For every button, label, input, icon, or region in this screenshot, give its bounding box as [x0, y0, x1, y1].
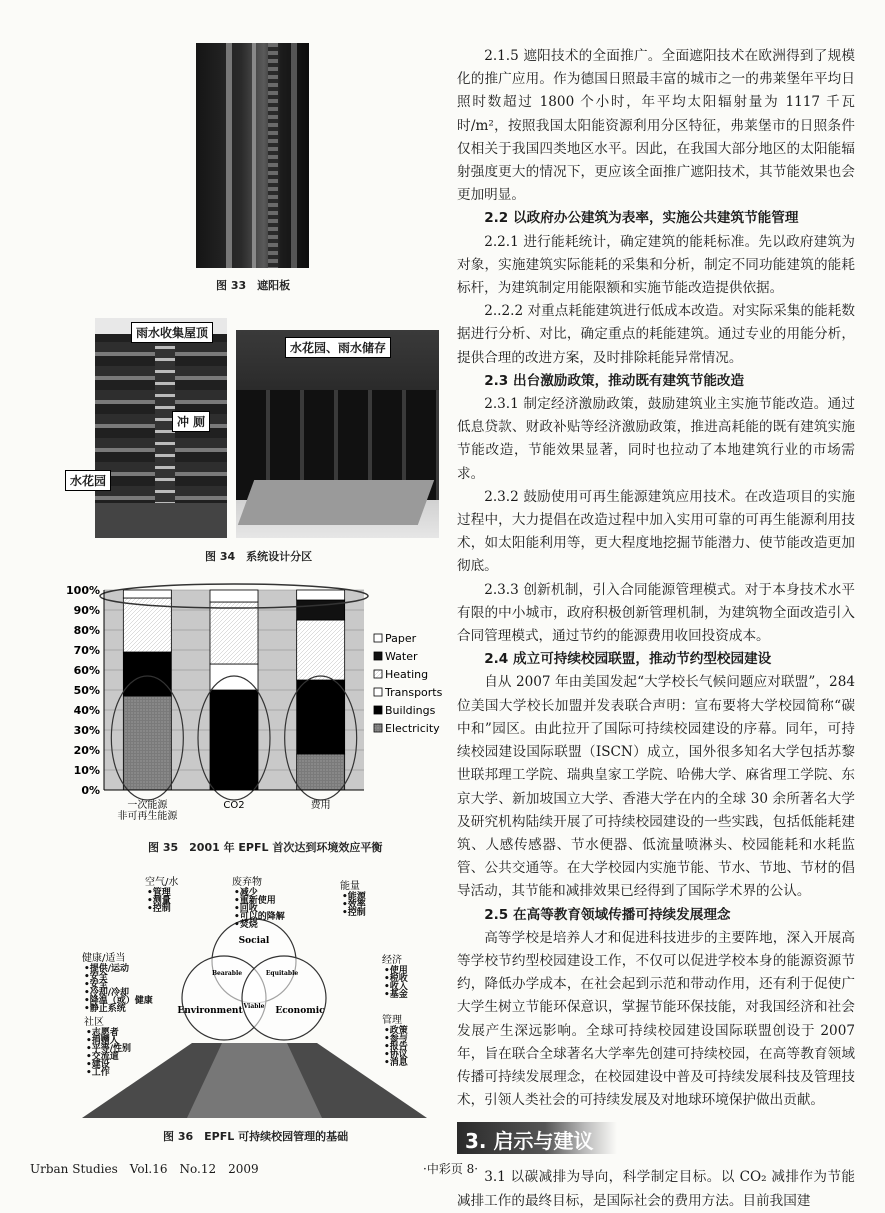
diagram-group-item: •控制 [342, 908, 366, 918]
diagram-group-item: •冷却/冷却 [84, 988, 130, 998]
diagram-group-item: •工作 [86, 1068, 110, 1078]
footer-journal: Urban Studies Vol.16 No.12 2009 [30, 1162, 259, 1176]
legend-label: Transports [385, 686, 443, 699]
figure-36-diagram [82, 873, 427, 1118]
diagram-group-title: 能量 [340, 881, 360, 892]
legend-swatch-paper [374, 634, 382, 642]
diagram-group-item: •报告 [384, 1042, 408, 1052]
heading-2-5: 2.5 在高等教育领域传播可持续发展理念 [484, 906, 731, 923]
diagram-group-item: •焚烧 [234, 920, 258, 930]
figure-33-caption: 图 33 遮阳板 [216, 279, 291, 292]
y-tick-label: 50% [73, 684, 100, 697]
diagram-group-title: 经济 [382, 955, 402, 966]
diagram-group-item: •提供/运动 [84, 964, 130, 974]
heading-2-3: 2.3 出台激励政策，推动既有建筑节能改造 [484, 372, 745, 389]
legend-swatch-transports [374, 688, 382, 696]
figure-35-chart [62, 580, 447, 830]
diagram-group-item: •基金 [384, 990, 408, 1000]
diagram-group-item: •参与 [384, 1034, 408, 1044]
diagram-group-item: •控制 [147, 904, 171, 914]
paragraph-2-1-5: 2.1.5 遮阳技术的全面推广。全面遮阳技术在欧洲得到了规模化的推广应用。作为德国日照最丰富的城市之一的弗莱堡年平均日照时数超过 1800 个小时，年平均太阳辐射量为 1117 千瓦时/m²，按照我国太阳能资源利用分区特征，弗莱堡市的日照条件仅相关于我国四类地区水平。因此，在我国大部分地区的太阳能辐射强度更大的情况下，更应该全面推广遮阳技术，其节能效果也会更加明显。 [457, 48, 855, 204]
diagram-group-item: •降温（或）健康 [84, 996, 153, 1006]
paragraph-3-1: 3.1 以碳减排为导向，科学制定目标。以 CO₂ 减排作为节能减排工作的最终目标，是国际社会的费用方法。目前我国建 [457, 1169, 855, 1209]
diagram-group-title: 废弃物 [232, 877, 262, 888]
paragraph-2-2-1: 2.2.1 进行能耗统计，确定建筑的能耗标准。先以政府建筑为对象，实施建筑实际能耗的采集和分析，制定不同功能建筑的能耗标杆，为建筑制定用能限额和实施节能改造提供依据。 [457, 233, 855, 297]
diagram-group-item: •使用 [384, 966, 408, 976]
bar-segment-paper [210, 590, 258, 602]
diagram-group-item: •协议 [384, 1050, 408, 1060]
y-tick-label: 10% [73, 764, 100, 777]
diagram-group-item: •能源 [342, 892, 366, 902]
y-tick-label: 30% [73, 724, 100, 737]
paragraph-2-3-2: 2.3.2 鼓励使用可再生能源建筑应用技术。在改造项目的实施过程中，大力提倡在改造过程中加入实用可靠的可再生能源利用技术，如太阳能利用等，更大程度地挖掘节能潜力、使节能改造更加彻底。 [457, 488, 855, 575]
y-tick-label: 100% [66, 584, 100, 597]
section-3-banner [457, 1122, 855, 1154]
diagram-group-item: •志愿者 [86, 1028, 119, 1038]
y-tick-label: 0% [81, 784, 100, 797]
diagram-group-item: •税收 [384, 974, 408, 984]
x-tick-label: CO2 [223, 800, 245, 811]
diagram-group-item: •管理 [147, 888, 171, 898]
diagram-group-item: •政策 [384, 1026, 408, 1036]
diagram-group-item: •平等/性别 [86, 1044, 132, 1054]
paragraph-2-3-3: 2.3.3 创新机制，引入合同能源管理模式。对于本身技术水平有限的中小城市，政府积极创新管理机制，为建筑物全面改造引入合同管理模式，通过节约的能源费用收回投资成本。 [457, 581, 855, 645]
figure-34-garden-photo [236, 330, 439, 538]
paragraph-2-5: 高等学校是培养人才和促进科技进步的主要阵地，深入开展高等学校节约型校园建设工作，不仅可以促进学校本身的能源资源节约，降低办学成本，在社会起到示范和带动作用，还有利于促使广大学生树立节能环保意识，掌握节能环保技能，对我国经济和社会发展产生深远影响。全球可持续校园建设国际联盟创设于 2007 年，旨在联合全球著名大学率先创建可持续校园，在高等教育领域传播可持续发展理念，在校园建设中普及可持续发展科技及管理技术，引领人类社会的可持续发展及对地球环境保护做出贡献。 [457, 929, 855, 1109]
diagram-group-item: •减少 [234, 888, 258, 898]
right-text-column [457, 45, 855, 1213]
venn-circle-economic [242, 956, 326, 1040]
section-3-title: 3. 启示与建议 [465, 1129, 594, 1154]
x-tick-label: 一次能源 [127, 800, 168, 811]
y-tick-label: 90% [73, 604, 100, 617]
bar-segment-buildings [123, 652, 171, 696]
diagram-group-item: •静止系统 [84, 1004, 126, 1014]
diagram-group-item: •建设 [86, 1060, 110, 1070]
diagram-group-item: •消息 [384, 1058, 408, 1068]
y-tick-label: 80% [73, 624, 100, 637]
legend-label: Heating [385, 668, 429, 681]
bar-segment-electricity [123, 696, 171, 790]
venn-label: Social [238, 936, 270, 946]
diagram-group-item: •测量 [147, 896, 171, 906]
paragraph-2-2-2: 2..2.2 对重点耗能建筑进行低成本改造。对实际采集的能耗数据进行分析、对比，确定重点的耗能建筑。通过专业的用能分析，提供合理的改进方案，及时排除耗能异常情况。 [457, 303, 855, 366]
venn-label: Equitable [265, 970, 299, 977]
y-tick-label: 40% [73, 704, 100, 717]
diagram-group-item: •安全 [84, 972, 108, 982]
x-tick-label: 非可再生能源 [117, 811, 178, 822]
bar-segment-buildings [297, 680, 345, 754]
fig34-label-flush: 冲 厕 [172, 411, 210, 432]
y-tick-label: 70% [73, 644, 100, 657]
bar-segment-buildings [210, 690, 258, 790]
diagram-group-title: 社区 [84, 1017, 104, 1028]
venn-label: Bearable [211, 970, 243, 977]
diagram-group-title: 管理 [382, 1015, 402, 1026]
bar-segment-paper [123, 590, 171, 598]
bar-segment-heating [297, 620, 345, 680]
diagram-group-title: 空气/水 [145, 877, 179, 888]
diagram-group-item: •安全 [84, 980, 108, 990]
diagram-group-item: •可以的降解 [234, 912, 285, 922]
legend-label: Buildings [385, 704, 436, 717]
diagram-group-item: •捐赠人 [86, 1036, 119, 1046]
figure-36-caption: 图 36 EPFL 可持续校园管理的基础 [163, 1130, 349, 1143]
paragraph-2-4: 自从 2007 年由美国发起“大学校长气候问题应对联盟”，284 位美国大学校长加盟并发表联合声明：宣布要将大学校园简称“碳中和”园区。由此拉开了国际可持续校园建设的序幕。同年，可持续校园建设国际联盟（ISCN）成立，国外很多知名大学包括苏黎世联邦理工学院、瑞典皇家工学院、哈佛大学、麻省理工学院、东京大学、新加坡国立大学、香港大学在内的全球 30 余所著名大学及研究机构陆续开展了可持续校园建设的一些实践，包括低能耗建筑、人感传感器、节水便器、低流量喷淋头、校园能耗和水耗监管、公共交通等。在大学校园内实施节能、节水、节地、节材的倡导活动，其节能和减排效果已经得到了国际学术界的公认。 [457, 674, 855, 900]
legend-swatch-water [374, 652, 382, 660]
diagram-group-title: 健康/适当 [82, 953, 126, 964]
diagram-group-item: •收入 [384, 982, 408, 992]
legend-swatch-heating [374, 670, 382, 678]
bar-segment-paper [297, 590, 345, 600]
legend-label: Paper [385, 632, 417, 645]
diagram-group-item: •回收 [234, 904, 258, 914]
footer-page-number: ·中彩页 8· [423, 1162, 479, 1176]
figure-35-caption: 图 35 2001 年 EPFL 首次达到环境效应平衡 [148, 841, 383, 854]
legend-label: Water [385, 650, 418, 663]
figure-34-caption: 图 34 系统设计分区 [205, 550, 313, 563]
heading-2-4: 2.4 成立可持续校园联盟，推动节约型校园建设 [484, 651, 772, 668]
venn-label: Viable [243, 1003, 265, 1010]
fig34-label-water-garden: 水花园 [65, 470, 111, 491]
y-tick-label: 60% [73, 664, 100, 677]
x-tick-label: 费用 [310, 800, 331, 811]
legend-swatch-buildings [374, 706, 382, 714]
legend-label: Electricity [385, 722, 440, 735]
venn-label: Environment [177, 1006, 243, 1016]
diagram-group-item: •交流道 [86, 1052, 119, 1062]
figure-33-photo [196, 43, 309, 268]
y-tick-label: 20% [73, 744, 100, 757]
fig34-label-garden-storage: 水花园、雨水储存 [285, 337, 391, 358]
diagram-group-item: •重新使用 [234, 896, 276, 906]
legend-swatch-electricity [374, 724, 382, 732]
fig34-label-roof: 雨水收集屋顶 [131, 322, 213, 343]
bar-segment-transports [210, 664, 258, 690]
paragraph-2-3-1: 2.3.1 制定经济激励政策，鼓励建筑业主实施节能改造。通过低息贷款、财政补贴等经济激励政策，推进高耗能的既有建筑实施节能改造，节能效果显著，同时也拉动了本地建筑行业的市场需求。 [457, 396, 855, 482]
diagram-group-item: •效率 [342, 900, 366, 910]
venn-label: Economic [275, 1006, 325, 1016]
bar-segment-electricity [297, 754, 345, 790]
bar-segment-heating [210, 602, 258, 664]
heading-2-2: 2.2 以政府办公建筑为表率，实施公共建筑节能管理 [484, 210, 799, 227]
